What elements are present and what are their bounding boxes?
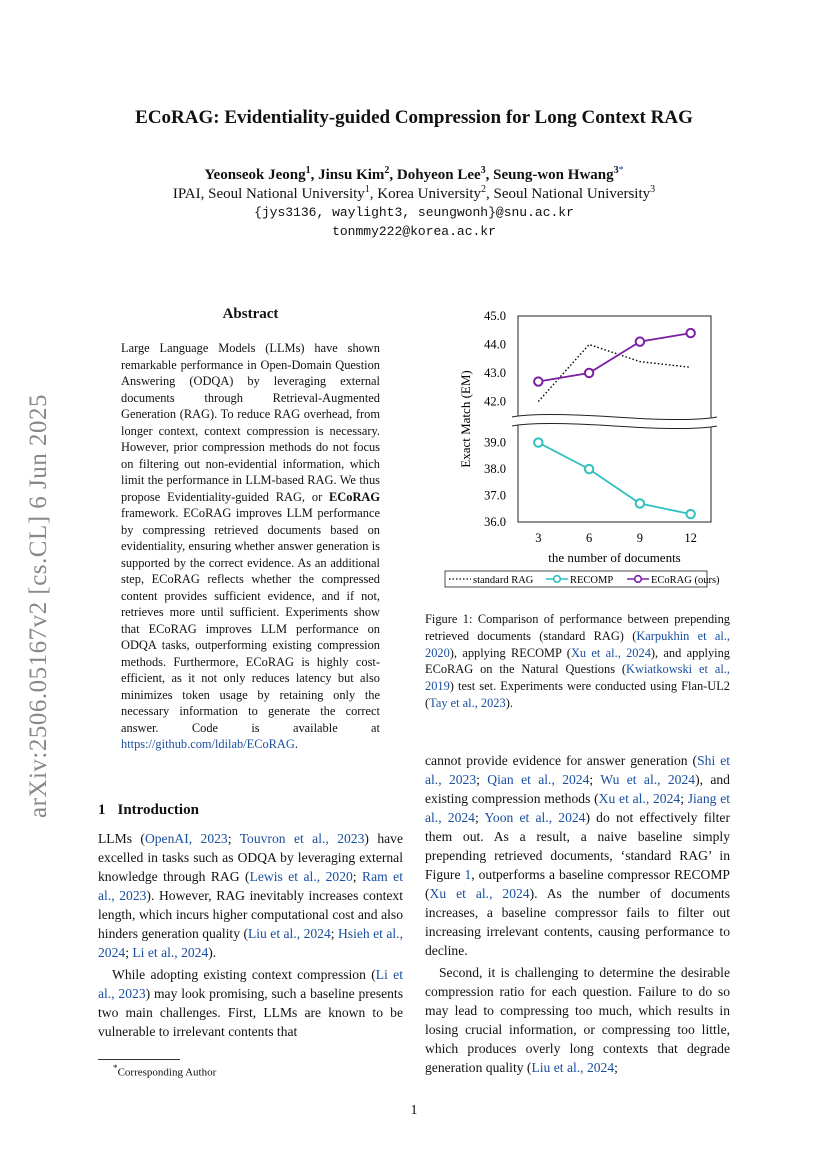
series-point-1 <box>686 510 694 518</box>
footnote-rule <box>98 1059 180 1060</box>
separator: , <box>369 186 378 202</box>
text-run: ), and applying ECoRAG on the Natural Questions ( <box>425 645 730 677</box>
figure-1-caption <box>425 611 730 712</box>
affiliation-marker: 3 <box>480 165 486 176</box>
legend-label-1: RECOMP <box>570 575 614 586</box>
legend-marker-1 <box>554 576 561 583</box>
text-run: ). However, RAG inevitably increases context length, which incurs higher computational cost and also hinders generation quality ( <box>98 888 403 941</box>
citation-link[interactable]: Lewis et al., 2020 <box>249 869 353 884</box>
citation-link[interactable]: Xu et al., 2024 <box>598 791 681 806</box>
affiliation-marker: 1 <box>305 165 311 176</box>
author-name: Seung-won Hwang <box>493 167 614 183</box>
separator: , <box>389 167 397 183</box>
abstract-heading: Abstract <box>222 306 279 322</box>
abstract-text-b: framework. ECoRAG improves LLM performance by compressing retrieved documents based on evidentiality, ensuring whether answer generation is supported by the correct evidence. As an additional step, ECoRAG reflects whether the compressed content provides sufficient evidence, and if not, retrieves more until sufficient. Experiments show that ECoRAG improves LLM performance on ODQA tasks, outperforming existing compression methods. Furthermore, ECoRAG is highly cost-efficient, as it not only reduces latency but also minimizes token usage by retaining only the necessary information to generate the correct answer. Code is available at <box>121 506 380 735</box>
citation-link[interactable]: Xu et al., 2024 <box>570 645 651 660</box>
citation-link[interactable]: Jiang et al., 2024 <box>425 791 731 825</box>
series-point-1 <box>534 438 542 446</box>
affiliation-name: Seoul National University <box>493 186 651 202</box>
text-run: ). As the number of documents increases, a baseline compressor fails to filter out increasing irrelevant contents, causing performance to decline. <box>425 886 730 958</box>
series-point-2 <box>636 337 644 345</box>
series-point-2 <box>686 329 694 337</box>
text-run: Figure 1: Comparison of performance between prepending retrieved documents (standard RAG) ( <box>425 612 730 643</box>
text-run: ; <box>476 772 488 787</box>
legend-label-2: ECoRAG (ours) <box>651 575 720 586</box>
x-tick-label: 6 <box>585 531 593 545</box>
footnote-mark: * <box>113 1063 118 1073</box>
citation-link[interactable]: Li et al., 2023 <box>98 967 403 1001</box>
text-run: Second, it is challenging to determine the desirable compression ratio for each question. Failure to do so may lead to compressing too much, which results in losing crucial information, or compressing too little, which produces overly long contexts that degrade generation quality ( <box>425 965 730 1075</box>
citation-link[interactable]: Wu et al., 2024 <box>600 772 696 787</box>
text-run: While adopting existing context compression ( <box>112 967 376 982</box>
text-run: ) do not effectively filter them out. As a result, a naive baseline simply prepending retrieved documents, ‘standard RAG’ in Figure <box>425 810 730 882</box>
y-tick-label: 37.0 <box>484 488 506 503</box>
text-run: ), and existing compression methods ( <box>425 772 730 806</box>
separator: , <box>486 186 494 202</box>
affiliation-list <box>0 184 828 203</box>
citation-link[interactable]: Touvron et al., 2023 <box>239 831 365 846</box>
x-tick-label: 3 <box>535 531 542 545</box>
section-heading-introduction <box>98 802 211 819</box>
text-run: ) test set. Experiments were conducted using Flan-UL2 ( <box>425 679 730 710</box>
citation-link[interactable]: Tay et al., 2023 <box>429 695 506 710</box>
author-name: Jinsu Kim <box>318 167 385 183</box>
page-number: 1 <box>410 1103 418 1118</box>
series-line-1 <box>538 443 690 514</box>
citation-link[interactable]: Ram et al., 2023 <box>98 869 403 903</box>
affiliation-marker: 3 <box>613 165 619 176</box>
x-axis-label: the number of documents <box>548 550 681 565</box>
y-tick-label: 38.0 <box>484 462 506 477</box>
y-tick-label: 43.0 <box>484 365 506 380</box>
intro-paragraph-1 <box>98 829 403 962</box>
citation-link[interactable]: Liu et al., 2024 <box>531 1060 615 1075</box>
text-run: ; <box>125 945 133 960</box>
citation-link[interactable]: Kwiatkowski et al., 2019 <box>425 662 730 694</box>
citation-link[interactable]: Li et al., 2024 <box>132 945 209 960</box>
separator: , <box>310 167 319 183</box>
legend-marker-2 <box>635 576 642 583</box>
citation-link[interactable]: Liu et al., 2024 <box>247 926 331 941</box>
y-tick-label: 45.0 <box>484 309 506 323</box>
citation-link[interactable]: Yoon et al., 2024 <box>484 810 586 825</box>
abstract-framework-name: ECoRAG <box>329 489 380 504</box>
y-axis-label: Exact Match (EM) <box>458 370 473 468</box>
author-list <box>0 165 828 184</box>
code-link[interactable]: https://github.com/ldilab/ECoRAG <box>121 737 295 751</box>
text-run: ; <box>474 810 485 825</box>
y-tick-label: 39.0 <box>484 435 506 450</box>
affiliation-name: Korea University <box>377 186 481 202</box>
text-run: ; <box>227 831 240 846</box>
abstract-end: . <box>294 737 298 751</box>
intro-paragraph-4 <box>425 963 730 1077</box>
separator: , <box>485 167 494 183</box>
x-tick-label: 12 <box>684 531 697 545</box>
citation-link[interactable]: Shi et al., 2023 <box>425 753 731 787</box>
affiliation-marker: 3 <box>650 184 656 195</box>
text-run: ; <box>330 926 338 941</box>
right-column-text <box>425 751 730 1077</box>
affiliation-marker: 2 <box>384 165 390 176</box>
x-tick-label: 9 <box>636 531 644 545</box>
paper-title: ECoRAG: Evidentiality-guided Compression for Long Context RAG <box>135 107 693 128</box>
series-point-1 <box>585 465 593 473</box>
abstract-body <box>121 340 380 753</box>
intro-paragraph-3 <box>425 751 730 960</box>
affiliation-marker: 2 <box>481 184 486 195</box>
series-point-2 <box>534 377 542 385</box>
abstract-text-a: Large Language Models (LLMs) have shown remarkable performance in Open-Domain Question Answering (ODQA) by leveraging external documents through Retrieval-Augmented Generation (RAG). To reduce RAG overhead, from longer context, context compression is necessary. However, prior compression methods do not focus on filtering out non-evidential information, which limit the performance in LLM-based RAG. We thus propose Evidentiality-guided RAG, or <box>121 341 380 504</box>
series-line-0 <box>538 345 690 402</box>
section-number: 1 <box>98 802 106 818</box>
section-title: Introduction <box>117 802 199 818</box>
y-tick-label: 36.0 <box>484 515 506 529</box>
y-tick-label: 44.0 <box>484 337 506 352</box>
legend-label-0: standard RAG <box>473 575 534 586</box>
text-run: LLMs ( <box>98 831 145 846</box>
y-tick-label: 42.0 <box>484 394 506 409</box>
citation-link[interactable]: Karpukhin et al., 2020 <box>425 628 730 660</box>
intro-paragraph-2 <box>98 965 403 1041</box>
citation-link[interactable]: OpenAI, 2023 <box>144 831 228 846</box>
email-line-2[interactable]: tonmmy222@korea.ac.kr <box>332 224 496 239</box>
citation-link[interactable]: Xu et al., 2024 <box>429 886 530 901</box>
text-run: ). <box>208 945 217 960</box>
figure-1-chart <box>425 300 730 592</box>
affiliation-name: IPAI, Seoul National University <box>172 186 365 202</box>
affiliation-marker: 1 <box>364 184 370 195</box>
text-run: cannot provide evidence for answer generation ( <box>425 753 698 768</box>
text-run: ; <box>589 772 601 787</box>
left-column-text <box>98 829 403 1041</box>
text-run: ) may look promising, such a baseline presents two main challenges. First, LLMs are known to be vulnerable to irrelevant contents that <box>98 986 404 1039</box>
citation-link[interactable]: Hsieh et al., 2024 <box>98 926 403 960</box>
corresponding-author-mark[interactable]: * <box>618 165 624 176</box>
series-line-2 <box>538 333 690 381</box>
citation-link[interactable]: 1 <box>464 867 472 882</box>
citation-link[interactable]: Qian et al., 2024 <box>487 772 590 787</box>
caption-text <box>425 611 730 712</box>
text-run: ), applying RECOMP ( <box>449 645 571 660</box>
footnote-text: Corresponding Author <box>117 1066 217 1079</box>
author-name: Dohyeon Lee <box>396 167 481 183</box>
author-name: Yeonseok Jeong <box>204 167 306 183</box>
text-run: ). <box>505 695 513 710</box>
series-point-1 <box>636 499 644 507</box>
series-point-2 <box>585 369 593 377</box>
text-run: ; <box>352 869 363 884</box>
email-line-1[interactable]: {jys3136, waylight3, seungwonh}@snu.ac.kr <box>254 205 574 220</box>
text-run: ; <box>680 791 688 806</box>
text-run: ) have excelled in tasks such as ODQA by leveraging external knowledge through RAG ( <box>98 831 404 884</box>
footnote <box>113 1063 216 1079</box>
text-run: , outperforms a baseline compressor RECOMP ( <box>425 867 730 901</box>
text-run: ; <box>614 1060 618 1075</box>
arxiv-sidebar-stamp: arXiv:2506.05167v2 [cs.CL] 6 Jun 2025 <box>25 393 52 818</box>
